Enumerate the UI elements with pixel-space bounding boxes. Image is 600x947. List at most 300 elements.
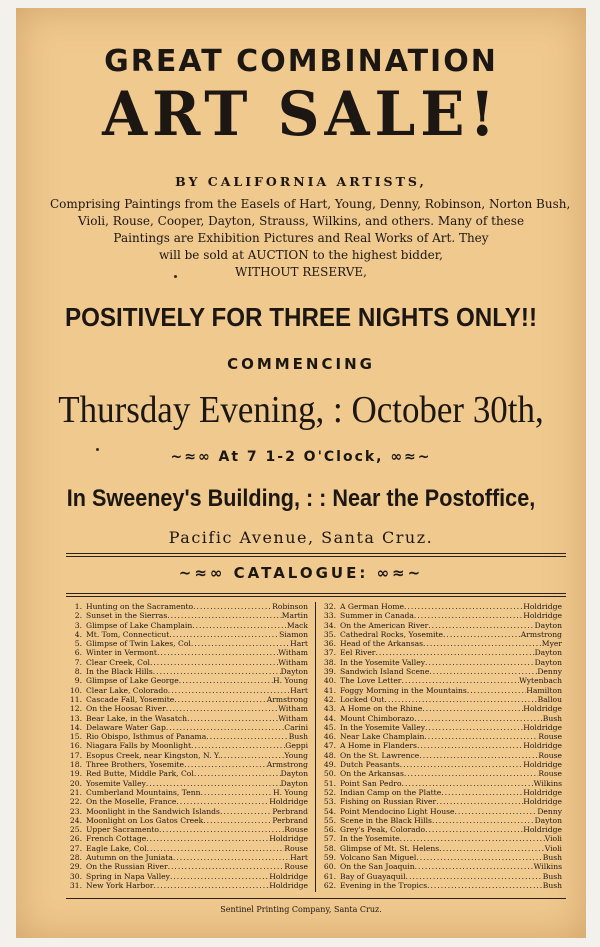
entry-artist: Holdridge — [523, 602, 562, 611]
intro-line: Paintings are Exhibition Pictures and Real Works of Art. They — [113, 231, 489, 245]
entry-number: 4. — [74, 629, 82, 639]
divider-rule — [66, 553, 566, 554]
entry-number: 41. — [323, 685, 336, 695]
entry-artist: Wilkins — [533, 862, 562, 872]
leader-dots — [176, 797, 269, 806]
catalogue-entry — [320, 816, 562, 825]
entry-artist: Hamilton — [526, 685, 562, 695]
leader-dots — [150, 658, 278, 667]
entry-artist: Holdridge — [523, 611, 562, 621]
catalogue-entry — [320, 881, 562, 890]
poster-subtitle: BY CALIFORNIA ARTISTS, — [175, 174, 427, 189]
scroll-ornament-right-icon: ∞≈~ — [390, 449, 432, 465]
entry-number: 17. — [69, 750, 82, 760]
ink-speck — [96, 448, 99, 451]
leader-dots — [193, 602, 272, 611]
catalogue-entry — [66, 797, 308, 806]
entry-artist: Bush — [542, 713, 562, 723]
catalogue-entry — [320, 676, 562, 685]
poster-main-title: ART SALE! — [102, 78, 500, 150]
leader-dots — [429, 667, 537, 676]
entry-title: Cascade Fall, Yosemite — [86, 694, 175, 704]
entry-artist: Holdridge — [523, 825, 562, 835]
entry-title: Glimpse of Lake George — [86, 676, 179, 686]
entry-title: Clear Lake, Colorado — [86, 685, 168, 695]
catalogue-entry — [320, 611, 562, 620]
nights-notice: POSITIVELY FOR THREE NIGHTS ONLY!! — [64, 302, 538, 332]
entry-title: On the Hoosac River — [86, 704, 166, 714]
intro-paragraph — [16, 196, 586, 281]
event-address: Pacific Avenue, Santa Cruz. — [168, 528, 434, 547]
catalogue-entry — [320, 751, 562, 760]
leader-dots — [400, 834, 545, 843]
entry-title: Volcano San Miguel — [340, 853, 417, 863]
intro-line: will be sold at AUCTION to the highest bidder, — [159, 248, 443, 262]
entry-title: On the Russian River — [86, 862, 168, 872]
catalogue-entry — [66, 816, 308, 825]
catalogue-entry — [320, 639, 562, 648]
entry-title: Sandwich Island Scene — [340, 667, 430, 677]
entry-artist: Ballou — [537, 694, 562, 704]
entry-title: Spring in Napa Valley — [86, 871, 170, 881]
catalogue-entry — [66, 769, 308, 778]
column-divider — [315, 602, 316, 892]
entry-title: Moonlight on Los Gatos Creek — [86, 815, 204, 825]
entry-number: 55. — [323, 815, 336, 825]
entry-number: 38. — [323, 657, 336, 667]
catalogue-column-left — [66, 602, 308, 890]
entry-number: 59. — [323, 853, 336, 863]
leader-dots — [425, 723, 523, 732]
leader-dots — [166, 723, 284, 732]
entry-number: 30. — [69, 871, 82, 881]
entry-number: 12. — [69, 704, 82, 714]
catalogue-entry — [320, 621, 562, 630]
entry-title: On the Arkansas — [340, 769, 404, 779]
entry-title: On the St. Lawrence — [340, 750, 420, 760]
entry-artist: Dayton — [534, 657, 562, 667]
entry-number: 46. — [323, 732, 336, 742]
entry-title: Cathedral Rocks, Yosemite — [340, 629, 443, 639]
entry-number: 7. — [74, 657, 82, 667]
catalogue-entry — [66, 621, 308, 630]
leader-dots — [436, 797, 523, 806]
leader-dots — [432, 816, 535, 825]
entry-title: Three Brothers, Yosemite — [86, 760, 185, 770]
entry-number: 9. — [74, 676, 82, 686]
catalogue-entry — [66, 723, 308, 732]
catalogue-entry — [66, 704, 308, 713]
entry-artist: Hart — [290, 685, 308, 695]
catalogue-heading-row — [16, 564, 586, 582]
entry-artist: Denny — [537, 806, 562, 816]
entry-title: Summer in Canada — [340, 611, 414, 621]
entry-title: In the Yosemite Valley — [340, 722, 426, 732]
entry-artist: H. Young — [272, 787, 308, 797]
entry-artist: Holdridge — [523, 787, 562, 797]
divider-rule — [66, 898, 566, 899]
catalogue-entry — [320, 844, 562, 853]
entry-number: 16. — [69, 741, 82, 751]
entry-artist: Holdridge — [523, 760, 562, 770]
entry-number: 45. — [323, 722, 336, 732]
catalogue-entry — [66, 881, 308, 890]
leader-dots — [443, 630, 521, 639]
entry-number: 18. — [69, 760, 82, 770]
intro-line: Comprising Paintings from the Easels of Hart, Young, Denny, Robinson, Norton Bush, — [50, 197, 571, 211]
leader-dots — [146, 779, 281, 788]
catalogue-entry — [66, 788, 308, 797]
entry-title: Delaware Water Gap — [86, 722, 166, 732]
divider-rule — [66, 556, 566, 557]
intro-line: WITHOUT RESERVE, — [235, 265, 367, 279]
entry-title: Locked Out — [340, 694, 385, 704]
event-date: Thursday Evening, : October 30th, — [58, 389, 544, 431]
entry-title: On the American River — [340, 620, 429, 630]
catalogue-entry — [66, 853, 308, 862]
entry-artist: Rouse — [284, 843, 308, 853]
leader-dots — [167, 611, 281, 620]
entry-artist: Rouse — [284, 825, 308, 835]
leader-dots — [201, 788, 273, 797]
leader-dots — [454, 807, 537, 816]
entry-number: 34. — [323, 620, 336, 630]
leader-dots — [153, 881, 269, 890]
catalogue-entry — [320, 872, 562, 881]
leader-dots — [191, 639, 290, 648]
event-time: At 7 1-2 O'Clock, — [218, 449, 384, 465]
entry-artist: Holdridge — [523, 722, 562, 732]
entry-number: 51. — [323, 778, 336, 788]
catalogue-entry — [320, 723, 562, 732]
entry-artist: Holdridge — [269, 880, 308, 890]
entry-number: 26. — [69, 834, 82, 844]
entry-title: Eagle Lake, Col — [86, 843, 147, 853]
leader-dots — [404, 769, 539, 778]
entry-title: Point Mendocino Light House — [340, 806, 455, 816]
entry-title: On the Moselle, France — [86, 797, 177, 807]
entry-artist: Witham — [278, 704, 308, 714]
entry-artist: Violi — [544, 834, 562, 844]
leader-dots — [147, 844, 285, 853]
catalogue-entry — [320, 853, 562, 862]
catalogue-entry — [320, 714, 562, 723]
leader-dots — [187, 714, 278, 723]
scroll-ornament-left-icon: ~≈∞ — [170, 449, 212, 465]
catalogue-entry — [320, 695, 562, 704]
entry-number: 20. — [69, 778, 82, 788]
leader-dots — [191, 741, 285, 750]
entry-artist: Holdridge — [269, 797, 308, 807]
leader-dots — [424, 732, 538, 741]
entry-artist: Dayton — [280, 667, 308, 677]
entry-artist: Carini — [284, 722, 308, 732]
catalogue-entry — [320, 630, 562, 639]
entry-artist: Bush — [542, 871, 562, 881]
catalogue-entry — [66, 844, 308, 853]
printer-credit: Sentinel Printing Company, Santa Cruz. — [220, 905, 382, 914]
entry-artist: Witham — [278, 648, 308, 658]
catalogue-entry — [320, 686, 562, 695]
entry-title: A Home on the Rhine — [340, 704, 423, 714]
catalogue-entry — [320, 704, 562, 713]
catalogue-column-right — [320, 602, 562, 890]
leader-dots — [423, 639, 542, 648]
entry-title: Dutch Peasants — [340, 760, 400, 770]
entry-artist: Geppi — [285, 741, 308, 751]
entry-title: Eel River — [340, 648, 376, 658]
entry-title: Niagara Falls by Moonlight — [86, 741, 192, 751]
entry-artist: Witham — [278, 713, 308, 723]
catalogue-entry — [66, 807, 308, 816]
entry-number: 22. — [69, 797, 82, 807]
catalogue-entry — [320, 779, 562, 788]
entry-number: 44. — [323, 713, 336, 723]
catalogue-entry — [66, 760, 308, 769]
intro-line: Violi, Rouse, Cooper, Dayton, Strauss, Wilkins, and others. Many of these — [77, 214, 525, 228]
leader-dots — [146, 834, 269, 843]
catalogue-entry — [66, 741, 308, 750]
entry-artist: H. Young — [272, 676, 308, 686]
leader-dots — [419, 751, 538, 760]
entry-artist: Holdridge — [269, 871, 308, 881]
entry-number: 31. — [69, 880, 82, 890]
catalogue-entry — [66, 751, 308, 760]
leader-dots — [441, 788, 523, 797]
entry-artist: Witham — [278, 657, 308, 667]
entry-number: 53. — [323, 797, 336, 807]
entry-number: 58. — [323, 843, 336, 853]
catalogue-list — [66, 602, 562, 894]
divider-rule — [66, 596, 566, 597]
leader-dots — [422, 704, 523, 713]
catalogue-entry — [66, 676, 308, 685]
leader-dots — [166, 704, 278, 713]
entry-number: 6. — [74, 648, 82, 658]
entry-number: 13. — [69, 713, 82, 723]
entry-title: Mount Chimborazo — [340, 713, 415, 723]
entry-number: 50. — [323, 769, 336, 779]
entry-number: 19. — [69, 769, 82, 779]
entry-artist: Holdridge — [523, 741, 562, 751]
catalogue-entry — [66, 825, 308, 834]
entry-artist: Dayton — [534, 648, 562, 658]
catalogue-entry — [66, 658, 308, 667]
entry-title: Glimpse of Mt. St. Helens — [340, 843, 440, 853]
entry-artist: Hart — [290, 853, 308, 863]
entry-title: Upper Sacramento — [86, 825, 160, 835]
leader-dots — [417, 741, 523, 750]
entry-artist: Wytenbach — [519, 676, 562, 686]
catalogue-heading: CATALOGUE: — [233, 564, 369, 582]
catalogue-entry — [320, 797, 562, 806]
catalogue-entry — [66, 611, 308, 620]
entry-title: Fishing on Russian River — [340, 797, 437, 807]
entry-number: 49. — [323, 760, 336, 770]
entry-number: 37. — [323, 648, 336, 658]
leader-dots — [192, 621, 287, 630]
entry-artist: Armstrong — [520, 629, 562, 639]
leader-dots — [404, 602, 523, 611]
entry-artist: Robinson — [272, 602, 308, 611]
leader-dots — [401, 676, 519, 685]
ink-speck — [174, 275, 177, 278]
entry-title: Sunset in the Sierras — [86, 611, 168, 621]
catalogue-entry — [66, 714, 308, 723]
entry-title: New York Harbor — [86, 880, 154, 890]
leader-dots — [439, 844, 545, 853]
entry-number: 52. — [323, 787, 336, 797]
leader-dots — [168, 686, 290, 695]
entry-number: 39. — [323, 667, 336, 677]
entry-title: Foggy Morning in the Mountains — [340, 685, 467, 695]
leader-dots — [402, 779, 534, 788]
entry-number: 24. — [69, 815, 82, 825]
entry-number: 25. — [69, 825, 82, 835]
catalogue-entry — [66, 834, 308, 843]
entry-title: Winter in Vermont — [86, 648, 157, 658]
entry-artist: Armstrong — [266, 760, 308, 770]
entry-artist: Wilkins — [533, 778, 562, 788]
catalogue-entry — [320, 732, 562, 741]
entry-number: 28. — [69, 853, 82, 863]
leader-dots — [400, 760, 524, 769]
entry-title: A Home in Flanders — [340, 741, 417, 751]
leader-dots — [206, 732, 288, 741]
entry-title: Bear Lake, in the Wasatch — [86, 713, 188, 723]
leader-dots — [179, 676, 273, 685]
leader-dots — [414, 611, 523, 620]
entry-number: 61. — [323, 871, 336, 881]
entry-number: 1. — [74, 602, 82, 611]
catalogue-entry — [320, 834, 562, 843]
catalogue-entry — [320, 825, 562, 834]
leader-dots — [194, 769, 281, 778]
entry-number: 21. — [69, 787, 82, 797]
entry-number: 11. — [69, 694, 82, 704]
entry-number: 60. — [323, 862, 336, 872]
entry-number: 40. — [323, 676, 336, 686]
entry-number: 10. — [69, 685, 82, 695]
entry-artist: Perbrand — [272, 806, 308, 816]
leader-dots — [425, 825, 523, 834]
entry-artist: Mack — [286, 620, 308, 630]
catalogue-entry — [320, 862, 562, 871]
entry-artist: Holdridge — [523, 704, 562, 714]
catalogue-entry — [66, 695, 308, 704]
entry-title: French Cottage — [86, 834, 147, 844]
entry-number: 57. — [323, 834, 336, 844]
leader-dots — [427, 881, 543, 890]
leader-dots — [174, 695, 267, 704]
catalogue-entry — [66, 862, 308, 871]
commencing-label: COMMENCING — [227, 355, 375, 373]
catalogue-entry — [66, 686, 308, 695]
entry-title: Esopus Creek, near Kingston, N. Y. — [86, 750, 221, 760]
catalogue-entry — [66, 732, 308, 741]
entry-number: 3. — [74, 620, 82, 630]
catalogue-entry — [320, 602, 562, 611]
leader-dots — [153, 667, 281, 676]
entry-artist: Myer — [541, 639, 562, 649]
poster-sheet — [16, 8, 586, 938]
leader-dots — [425, 658, 535, 667]
entry-artist: Dayton — [280, 778, 308, 788]
leader-dots — [168, 862, 285, 871]
entry-number: 35. — [323, 629, 336, 639]
leader-dots — [467, 686, 526, 695]
entry-title: Point San Pedro — [340, 778, 402, 788]
entry-artist: Bush — [542, 880, 562, 890]
entry-number: 33. — [323, 611, 336, 621]
entry-artist: Denny — [537, 667, 562, 677]
leader-dots — [173, 853, 290, 862]
entry-number: 27. — [69, 843, 82, 853]
leader-dots — [375, 648, 534, 657]
leader-dots — [203, 816, 272, 825]
entry-title: The Love Letter — [340, 676, 402, 686]
entry-title: Cumberland Mountains, Tenn — [86, 787, 201, 797]
catalogue-entry — [320, 667, 562, 676]
entry-artist: Dayton — [280, 769, 308, 779]
entry-number: 56. — [323, 825, 336, 835]
leader-dots — [159, 825, 284, 834]
catalogue-entry — [320, 807, 562, 816]
catalogue-entry — [320, 741, 562, 750]
leader-dots — [384, 695, 537, 704]
entry-artist: Young — [284, 750, 308, 760]
entry-number: 48. — [323, 750, 336, 760]
entry-title: On the San Joaquin — [340, 862, 415, 872]
leader-dots — [184, 760, 267, 769]
entry-title: Rio Obispo, Isthmus of Panama — [86, 732, 207, 742]
entry-number: 14. — [69, 722, 82, 732]
scroll-ornament-left-icon: ~≈∞ — [178, 564, 226, 582]
leader-dots — [170, 872, 269, 881]
entry-artist: Rouse — [538, 750, 562, 760]
entry-title: Hunting on the Sacramento — [86, 602, 194, 611]
entry-number: 43. — [323, 704, 336, 714]
scroll-ornament-right-icon: ∞≈~ — [376, 564, 424, 582]
entry-title: In the Yosemite Valley — [340, 657, 426, 667]
catalogue-entry — [320, 658, 562, 667]
catalogue-entry — [320, 648, 562, 657]
entry-title: Scene in the Black Hills — [340, 815, 432, 825]
entry-title: Glimpse of Lake Champlain — [86, 620, 193, 630]
catalogue-entry — [66, 630, 308, 639]
catalogue-entry — [66, 602, 308, 611]
entry-title: Grey's Peak, Colorado — [340, 825, 426, 835]
catalogue-entry — [66, 779, 308, 788]
leader-dots — [414, 714, 543, 723]
entry-title: Yosemite Valley — [86, 778, 146, 788]
entry-artist: Holdridge — [523, 797, 562, 807]
entry-number: 8. — [74, 667, 82, 677]
entry-number: 15. — [69, 732, 82, 742]
catalogue-entry — [320, 760, 562, 769]
entry-title: Head of the Arkansas — [340, 639, 424, 649]
catalogue-entry — [66, 872, 308, 881]
entry-artist: Violi — [544, 843, 562, 853]
leader-dots — [428, 621, 534, 630]
entry-number: 62. — [323, 880, 336, 890]
entry-title: In the Yosemite — [340, 834, 400, 844]
entry-title: In the Black Hills — [86, 667, 153, 677]
leader-dots — [157, 648, 278, 657]
catalogue-entry — [320, 788, 562, 797]
entry-title: Moonlight in the Sandwich Islands — [86, 806, 220, 816]
poster-heading: GREAT COMBINATION — [104, 44, 498, 79]
